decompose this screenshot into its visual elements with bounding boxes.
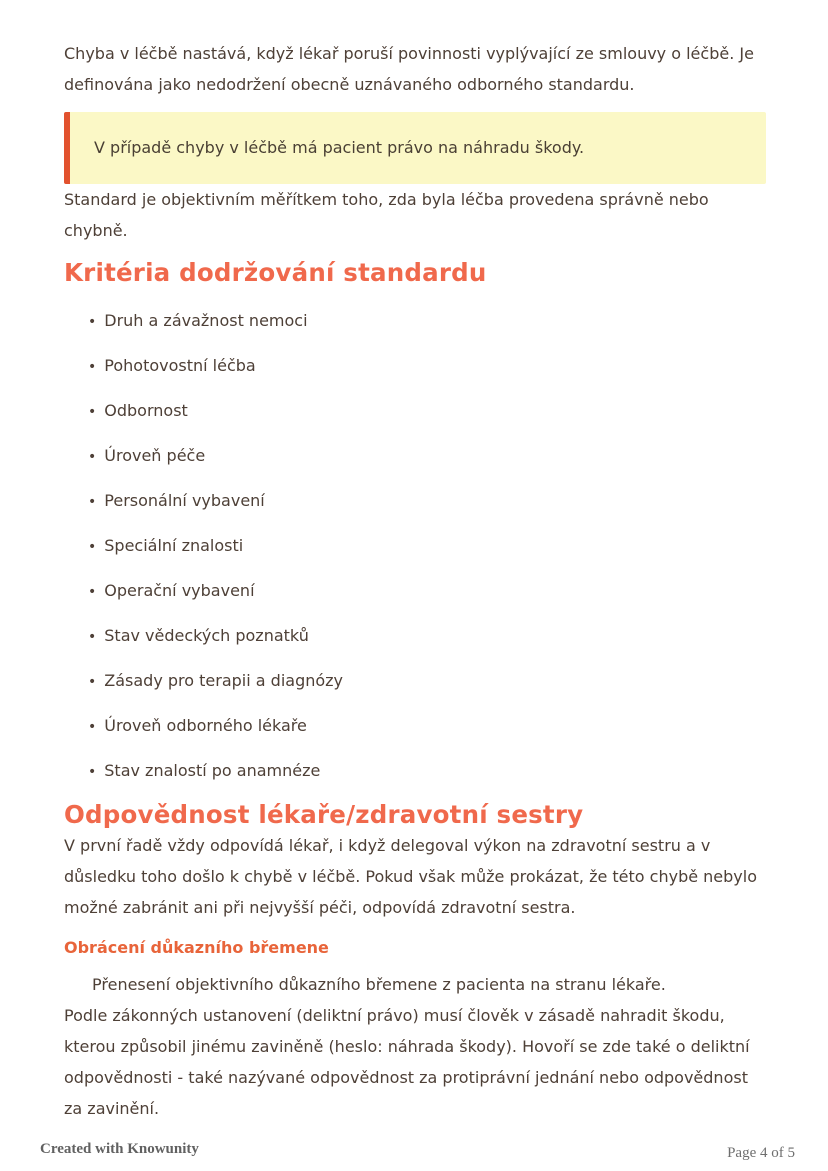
list-item-label: Operační vybavení — [104, 581, 255, 600]
list-item-label: Stav znalostí po anamnéze — [104, 761, 321, 780]
list-item-label: Druh a závažnost nemoci — [104, 311, 308, 330]
callout-text: V případě chyby v léčbě má pacient právo na náhradu škody. — [94, 138, 585, 157]
criteria-list — [64, 305, 766, 788]
list-item-label: Personální vybavení — [104, 491, 265, 510]
list-item-label: Odbornost — [104, 401, 188, 420]
list-item-label: Stav vědeckých poznatků — [104, 626, 309, 645]
list-item-label: Speciální znalosti — [104, 536, 244, 555]
list-item-label: Pohotovostní léčba — [104, 356, 256, 375]
intro-paragraph: Chyba v léčbě nastává, když lékař poruší povinnosti vyplývající ze smlouvy o léčbě. Je definována jako nedodržení obecně uznávaného odborného standardu. — [64, 44, 754, 94]
bullet-icon: • — [88, 359, 97, 375]
page-number: Page 4 of 5 — [727, 1145, 795, 1161]
list-item — [88, 305, 766, 338]
bullet-icon: • — [88, 539, 97, 555]
list-item — [88, 710, 766, 743]
bullet-icon: • — [88, 764, 97, 780]
list-item — [88, 530, 766, 563]
bullet-icon: • — [88, 629, 97, 645]
list-item — [88, 665, 766, 698]
list-item-label: Úroveň péče — [104, 446, 206, 465]
list-item — [88, 620, 766, 653]
bullet-icon: • — [88, 719, 97, 735]
list-item — [88, 440, 766, 473]
bullet-icon: • — [88, 674, 97, 690]
bullet-icon: • — [88, 584, 97, 600]
footer-branding: Created with Knowunity — [40, 1141, 199, 1157]
highlight-callout — [64, 112, 766, 184]
bullet-icon: • — [88, 314, 97, 330]
list-item — [88, 350, 766, 383]
bullet-icon: • — [88, 404, 97, 420]
sub-heading-burden-of-proof: Obrácení důkazního břemene — [64, 938, 329, 957]
list-item — [88, 395, 766, 428]
bullet-icon: • — [88, 494, 97, 510]
list-item-label: Úroveň odborného lékaře — [104, 716, 307, 735]
bullet-icon: • — [88, 449, 97, 465]
list-item — [88, 485, 766, 518]
liability-paragraph: Podle zákonných ustanovení (deliktní právo) musí člověk v zásadě nahradit škodu, kterou způsobil jinému zaviněně (heslo: náhrada škody). Hovoří se zde také o deliktní odpovědnosti - také nazývané odpovědnost za protiprávní jednání nebo odpovědnost za zavinění. — [64, 1006, 750, 1118]
responsibility-paragraph: V první řadě vždy odpovídá lékař, i když delegoval výkon na zdravotní sestru a v důsledku toho došlo k chybě v léčbě. Pokud však může prokázat, že této chybě nebylo možné zabránit ani při nejvyšší péči, odpovídá zdravotní sestra. — [64, 836, 757, 917]
burden-note: Přenesení objektivního důkazního břemene z pacienta na stranu lékaře. — [92, 975, 666, 994]
standard-paragraph: Standard je objektivním měřítkem toho, zda byla léčba provedena správně nebo chybně. — [64, 190, 709, 240]
section-heading-criteria: Kritéria dodržování standardu — [64, 258, 487, 287]
section-heading-responsibility: Odpovědnost lékaře/zdravotní sestry — [64, 800, 584, 829]
list-item-label: Zásady pro terapii a diagnózy — [104, 671, 344, 690]
list-item — [88, 575, 766, 608]
list-item — [88, 755, 766, 788]
